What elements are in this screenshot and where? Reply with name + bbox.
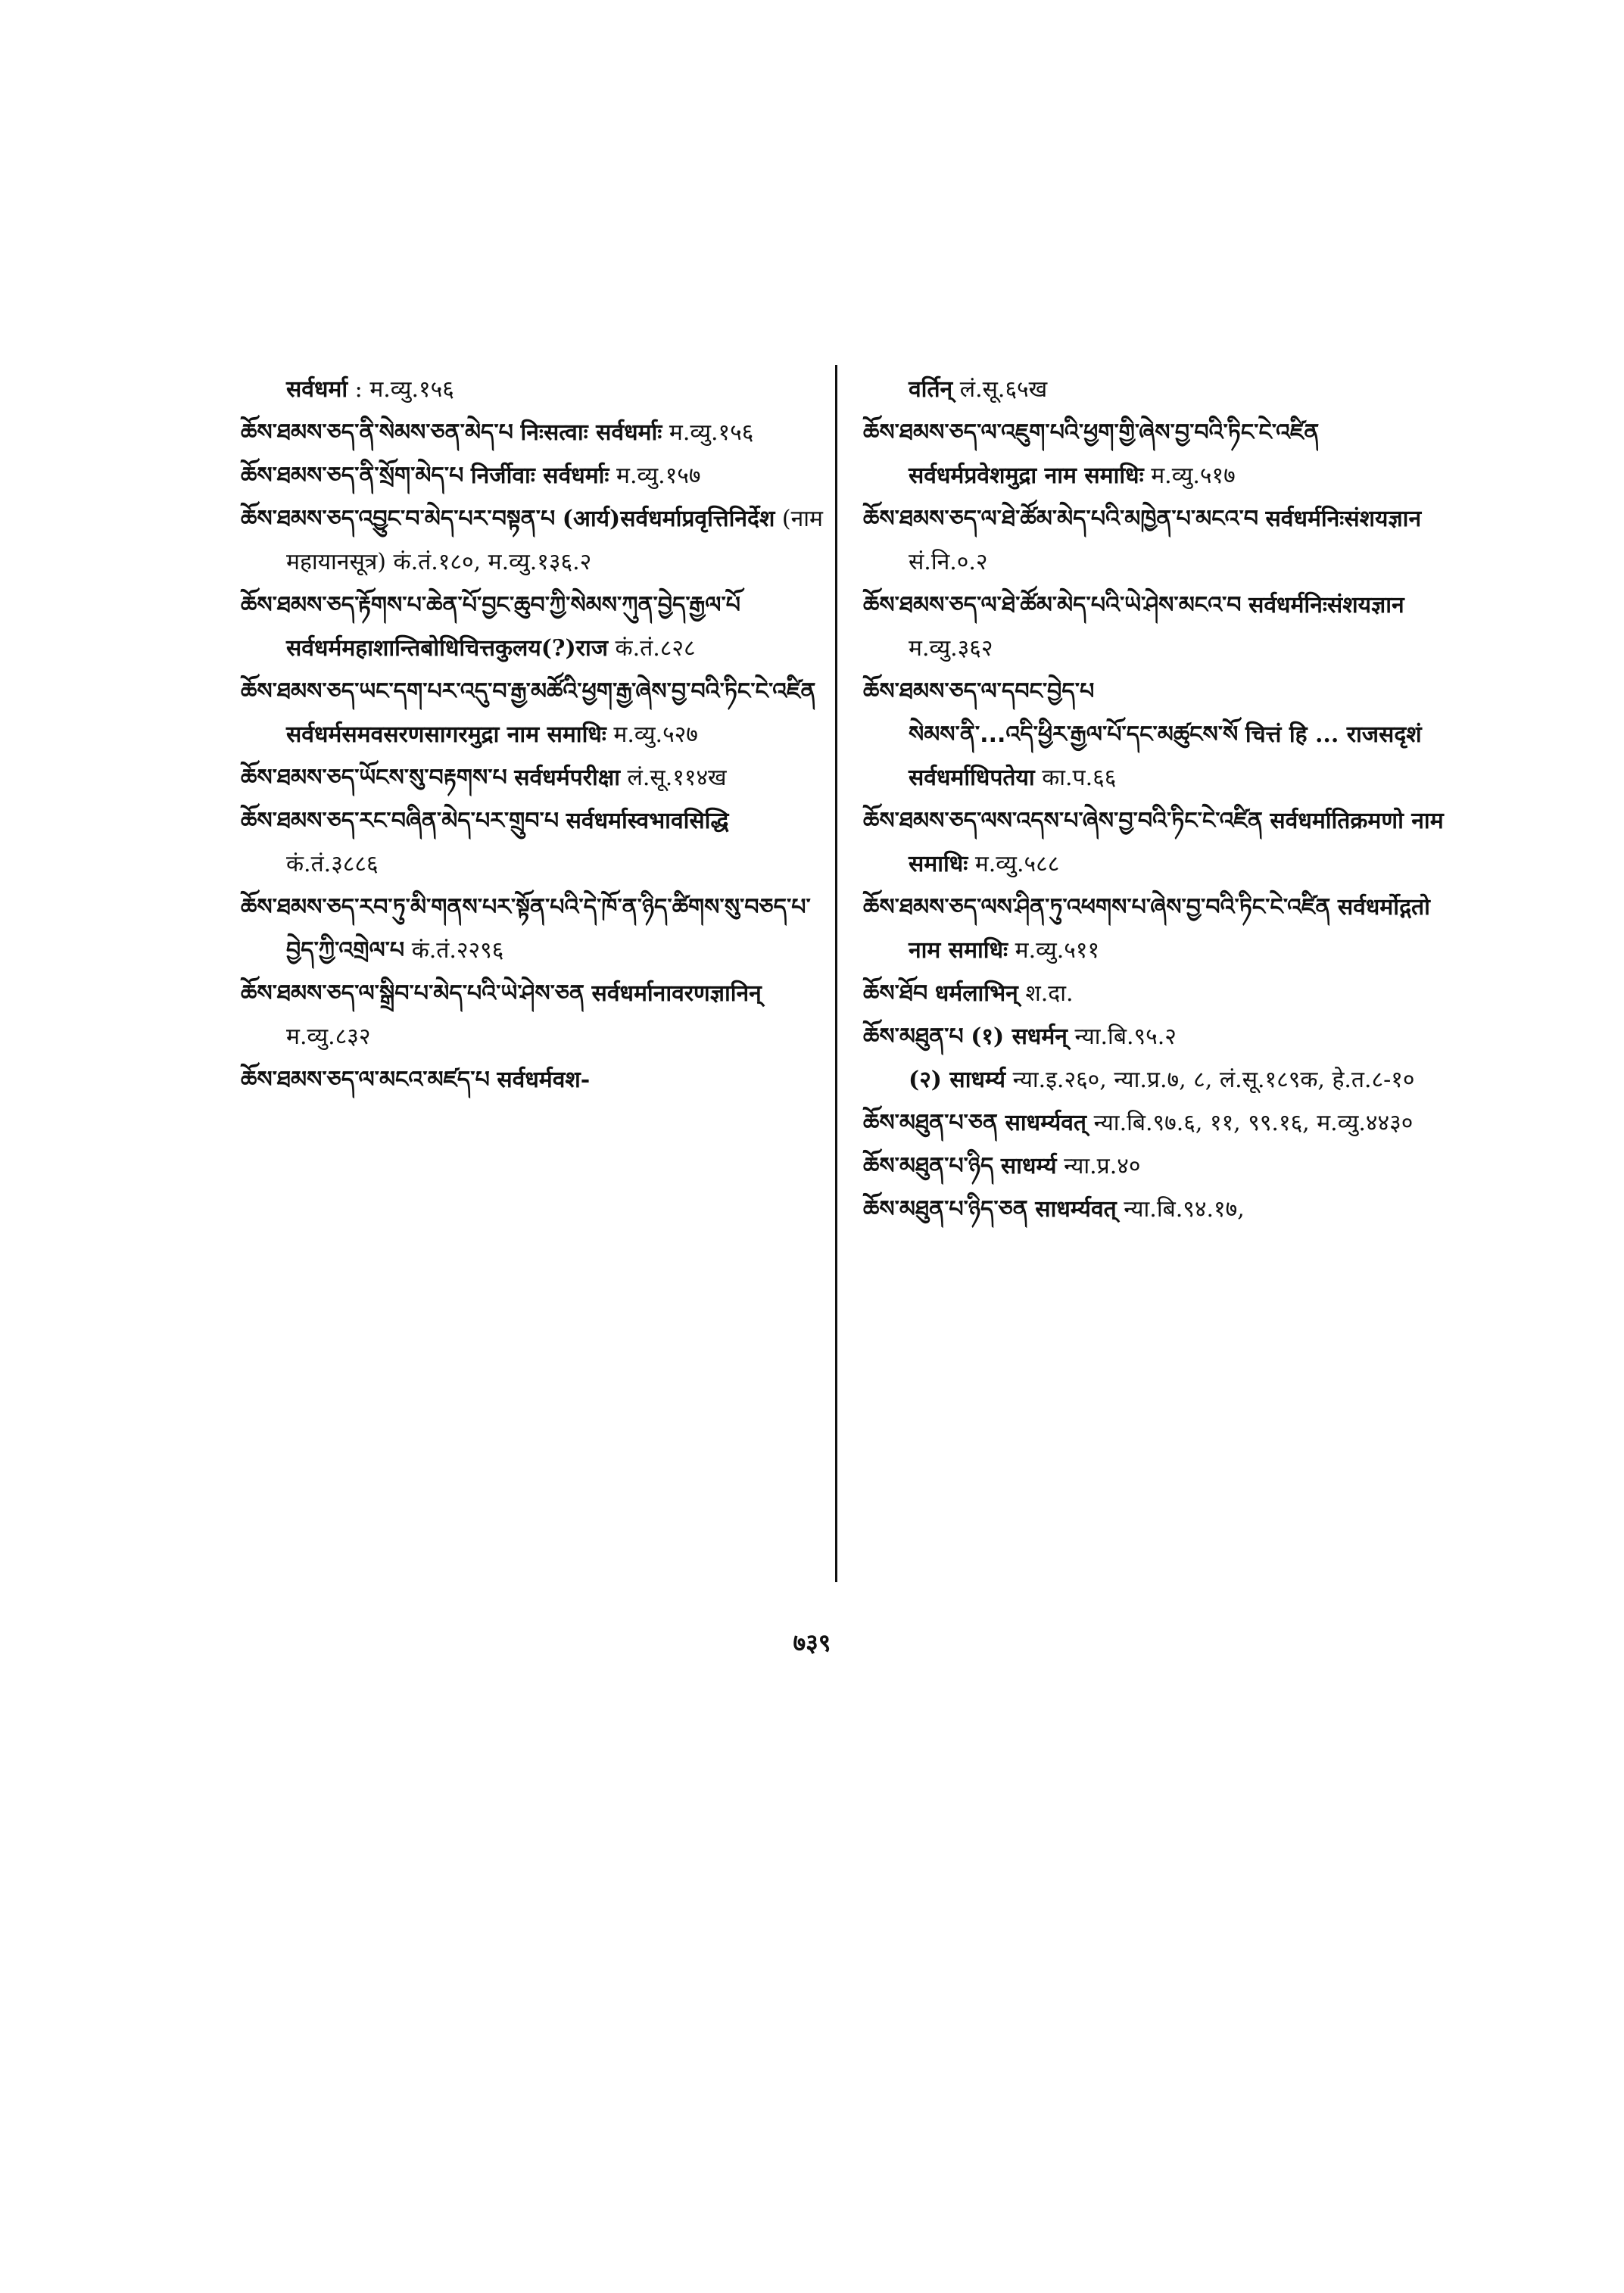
tibetan-headword: ཆོས་ཐམས་ཅད་ནི་སྲོག་མེད་པ (241, 463, 464, 489)
source-reference: म.व्यु.५१७ (1151, 463, 1236, 489)
tibetan-headword: ཆོས་ཐམས་ཅད་ཡོངས་སུ་བརྟགས་པ (241, 765, 507, 791)
source-reference: न्या.इ.२६०, न्या.प्र.७, ८, लं.सू.१८९क, हे.त.८-१० (1012, 1067, 1415, 1093)
tibetan-headword: ཆོས་ཐམས་ཅད་ལས་འདས་པ་ཞེས་བྱ་བའི་ཏིང་ངེ་འཛིན (863, 808, 1263, 834)
source-reference: न्या.बि.९५.२ (1074, 1023, 1177, 1050)
source-reference: म.व्यु.५८८ (974, 851, 1060, 877)
sanskrit-equivalent: साधर्म्यवत् (1005, 1110, 1087, 1136)
tibetan-headword: ཆོས་ཐམས་ཅད་ལ་སྒྲིབ་པ་མེད་པའི་ཡེ་ཤེས་ཅན (241, 980, 584, 1007)
tibetan-headword: ཆོས་ཐམས་ཅད་རྟོགས་པ་ཆེན་པོ་བྱང་ཆུབ་ཀྱི་སེམས་ཀུན་བྱེད་རྒྱལ་པོ (241, 592, 740, 618)
sanskrit-equivalent: साधर्म्य (1000, 1153, 1057, 1179)
sanskrit-equivalent: सर्वधर्मवश- (497, 1067, 591, 1093)
source-reference: : म.व्यु.१५६ (354, 376, 454, 403)
tibetan-headword: ཆོས་མཐུན་པ་ཉིད (863, 1153, 994, 1179)
source-reference: न्या.बि.९७.६, ११, ९९.१६, म.व्यु.४४३० (1093, 1110, 1414, 1136)
dictionary-entry (241, 584, 824, 670)
dictionary-entry (241, 497, 824, 584)
dictionary-entry (241, 886, 824, 972)
dictionary-entry (863, 411, 1446, 497)
dictionary-entry (863, 368, 1446, 411)
source-reference: म.व्यु.५२७ (613, 721, 698, 748)
sanskrit-equivalent: सर्वधर्मास्वभावसिद्धि (566, 808, 729, 834)
dictionary-entry (241, 411, 824, 454)
tibetan-headword: ཆོས་ཐམས་ཅད་ལ་ཐེ་ཚོམ་མེད་པའི་མཁྱེན་པ་མངའ་བ (863, 506, 1258, 532)
dictionary-entry (863, 972, 1446, 1015)
sanskrit-equivalent: चित्तं हि ... राजसदृशं सर्वधर्माधिपतेया (909, 721, 1422, 791)
sanskrit-equivalent: सर्वधर्मसमवसरणसागरमुद्रा नाम समाधिः (286, 721, 606, 748)
source-reference: म.व्यु.८३२ (286, 1023, 371, 1050)
sanskrit-equivalent: सर्वधर्मप्रवेशमुद्रा नाम समाधिः (909, 463, 1144, 489)
dictionary-entry (863, 497, 1446, 584)
tibetan-headword: ཆོས་ཐམས་ཅད་ལ་ཐེ་ཚོམ་མེད་པའི་ཡེ་ཤེས་མངའ་བ (863, 592, 1242, 618)
tibetan-headword: ཆོས་ཐོབ (863, 980, 928, 1007)
right-column (863, 368, 1446, 1231)
tibetan-headword: ཆོས་ཐམས་ཅད་ལ་འཇུག་པའི་ཕྱག་གྱི་ཞེས་བྱ་བའི་ཏིང་ངེ་འཛིན (863, 419, 1320, 446)
sanskrit-equivalent: (आर्य)सर्वधर्माप्रवृत्तिनिर्देश (562, 506, 775, 532)
tibetan-headword: ཆོས་མཐུན་པ་ཉིད་ཅན (863, 1196, 1028, 1223)
sanskrit-equivalent: सर्वधर्मातिक्रमणो नाम समाधिः (909, 808, 1444, 877)
tibetan-headword: ཆོས་མཐུན་པ་ཅན (863, 1110, 999, 1136)
source-reference: कं.तं.८२८ (615, 635, 696, 662)
tibetan-headword: སེམས་ནི་...འདི་ཕྱིར་རྒྱལ་པོ་དང་མཚུངས་སོ (909, 721, 1239, 748)
sanskrit-equivalent: धर्मलाभिन् (934, 980, 1018, 1007)
page-number: ७३९ (793, 1628, 831, 1657)
dictionary-entry (241, 1058, 824, 1101)
source-reference: कं.तं.२२९६ (411, 937, 504, 964)
sanskrit-equivalent: निःसत्वाः सर्वधर्माः (520, 419, 662, 446)
source-reference: श.दा. (1025, 980, 1074, 1007)
dictionary-entry (241, 972, 824, 1058)
sanskrit-equivalent: सर्वधर्मनिःसंशयज्ञान (1248, 592, 1404, 618)
sanskrit-equivalent: साधर्म्यवत् (1035, 1196, 1117, 1223)
sanskrit-equivalent: सर्वधर्मपरीक्षा (514, 765, 620, 791)
dictionary-entry (863, 1101, 1446, 1145)
dictionary-entry (241, 454, 824, 497)
dictionary-entry (241, 368, 824, 411)
sanskrit-equivalent: (१) सधर्मन् (971, 1023, 1068, 1050)
source-reference: म.व्यु.१५६ (669, 419, 754, 446)
tibetan-headword: ཆོས་ཐམས་ཅད་ནི་སེམས་ཅན་མེད་པ (241, 419, 513, 446)
sanskrit-equivalent: वर्तिन् (909, 376, 953, 403)
source-reference: का.प.६६ (1042, 765, 1117, 791)
source-reference: म.व्यु.३६२ (909, 635, 993, 662)
sanskrit-equivalent: सर्वधर्मोद्गतो नाम समाधिः (909, 894, 1430, 964)
tibetan-headword: ཆོས་ཐམས་ཅད་ལས་ཤིན་ཏུ་འཕགས་པ་ཞེས་བྱ་བའི་ཏིང་ངེ་འཛིན (863, 894, 1331, 921)
dictionary-entry (863, 670, 1446, 713)
dictionary-entry (863, 1058, 1446, 1101)
tibetan-headword: ཆོས་ཐམས་ཅད་ཡང་དག་པར་འདུ་བ་རྒྱ་མཚོའི་ཕྱག་རྒྱ་ཞེས་བྱ་བའི་ཏིང་ངེ་འཛིན (241, 678, 816, 705)
sanskrit-equivalent: सर्वधर्मनिःसंशयज्ञान (1265, 506, 1422, 532)
tibetan-headword: ཆོས་མཐུན་པ (863, 1023, 964, 1050)
dictionary-entry (863, 1015, 1446, 1058)
left-column (241, 368, 824, 1101)
tibetan-headword: ཆོས་ཐམས་ཅད་རང་བཞིན་མེད་པར་གྲུབ་པ (241, 808, 560, 834)
dictionary-entry (863, 1145, 1446, 1188)
sanskrit-equivalent: निर्जीवाः सर्वधर्माः (470, 463, 609, 489)
source-reference: (नाम महायानसूत्र) कं.तं.१८०, म.व्यु.१३६.२ (286, 506, 823, 575)
dictionary-entry (241, 799, 824, 886)
source-reference: न्या.बि.९४.१७, (1124, 1196, 1245, 1223)
source-reference: कं.तं.३८८६ (286, 851, 379, 877)
dictionary-entry (863, 886, 1446, 972)
tibetan-headword: ཆོས་ཐམས་ཅད་འབྱུང་བ་མེད་པར་བསྟན་པ (241, 506, 556, 532)
dictionary-entry (863, 1188, 1446, 1231)
sanskrit-equivalent: सर्वधर्मा (286, 376, 348, 403)
column-divider (835, 365, 837, 1582)
source-reference: लं.सू.११४ख (627, 765, 727, 791)
dictionary-entry (863, 799, 1446, 886)
source-reference: न्या.प्र.४० (1064, 1153, 1141, 1179)
sanskrit-equivalent: (२) साधर्म्य (909, 1067, 1006, 1093)
tibetan-headword: ཆོས་ཐམས་ཅད་རབ་ཏུ་མི་གནས་པར་སྟོན་པའི་དེ་ཁོ་ན་ཉིད་ཚིགས་སུ་བཅད་པ་བྱེད་ཀྱི་འགྲེལ་པ (241, 894, 811, 964)
dictionary-entry (241, 670, 824, 756)
source-reference: सं.नि.०.२ (909, 549, 988, 575)
source-reference: म.व्यु.१५७ (616, 463, 701, 489)
tibetan-headword: ཆོས་ཐམས་ཅད་ལ་དབང་བྱེད་པ (863, 678, 1095, 705)
dictionary-entry (863, 584, 1446, 670)
sanskrit-equivalent: सर्वधर्मानावरणज्ञानिन् (591, 980, 762, 1007)
tibetan-headword: ཆོས་ཐམས་ཅད་ལ་མངའ་མཛད་པ (241, 1067, 490, 1093)
dictionary-entry (241, 756, 824, 799)
source-reference: लं.सू.६५ख (959, 376, 1048, 403)
sanskrit-equivalent: सर्वधर्ममहाशान्तिबोधिचित्तकुलय(?)राज (286, 635, 608, 662)
source-reference: म.व्यु.५११ (1015, 937, 1100, 964)
dictionary-entry (863, 713, 1446, 799)
